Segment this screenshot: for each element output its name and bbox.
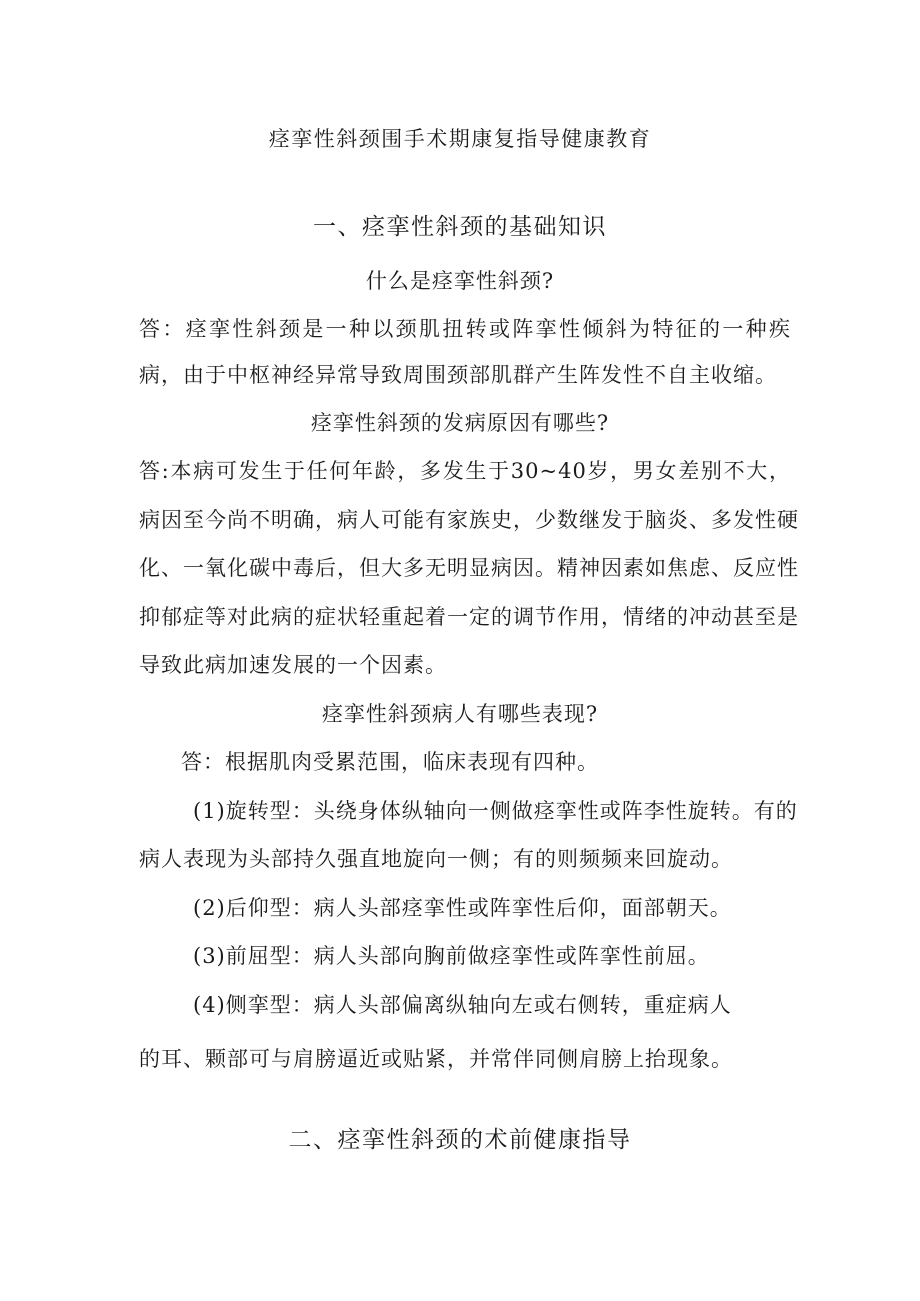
answer-what-is-line-1: 答：痉挛性斜颈是一种以颈肌扭转或阵挛性倾斜为特征的一种疾: [139, 317, 791, 341]
answer-causes-line-2: 病因至今尚不明确，病人可能有家族史，少数继发于脑炎、多发性硬: [139, 508, 799, 532]
answer-causes-line-1: 答:本病可发生于任何年龄，多发生于30~40岁，男女差别不大，: [139, 459, 791, 483]
section-heading-basics: 一、痉挛性斜颈的基础知识: [313, 214, 607, 240]
type-anterocollis: (3)前屈型：病人头部向胸前做痉挛性或阵挛性前屈。: [193, 944, 710, 968]
type-laterocollis-line-1: (4)侧挛型：病人头部偏离纵轴向左或右侧转，重症病人: [193, 993, 732, 1017]
question-causes: 痉挛性斜颈的发病原因有哪些?: [310, 411, 610, 435]
answer-causes-line-4: 抑郁症等对此病的症状轻重起着一定的调节作用，情绪的冲动甚至是: [139, 605, 799, 629]
document-title: 痉挛性斜颈围手术期康复指导健康教育: [268, 127, 652, 151]
answer-causes-line-3: 化、一氧化碳中毒后，但大多无明显病因。精神因素如焦虑、反应性: [139, 556, 799, 580]
type-rotation-line-1: (1)旋转型：头绕身体纵轴向一侧做痉挛性或阵李性旋转。有的: [193, 799, 798, 823]
question-what-is: 什么是痉挛性斜颈?: [365, 269, 555, 293]
answer-causes-line-5: 导致此病加速发展的一个因素。: [139, 653, 447, 677]
type-laterocollis-line-2: 的耳、颗部可与肩膀逼近或贴紧，并常伴同侧肩膀上抬现象。: [139, 1047, 733, 1071]
type-rotation-line-2: 病人表现为头部持久强直地旋向一侧；有的则频频来回旋动。: [139, 847, 733, 871]
answer-what-is-line-2: 病，由于中枢神经异常导致周围颈部肌群产生阵发性不自主收缩。: [139, 363, 777, 387]
section-heading-preop: 二、痉挛性斜颈的术前健康指导: [288, 1127, 632, 1153]
type-retrocollis: (2)后仰型：病人头部痉挛性或阵挛性后仰，面部朝天。: [193, 896, 732, 920]
answer-symptoms-intro: 答：根据肌肉受累范围，临床表现有四种。: [181, 750, 599, 774]
question-symptoms: 痉挛性斜颈病人有哪些表现?: [321, 702, 599, 726]
